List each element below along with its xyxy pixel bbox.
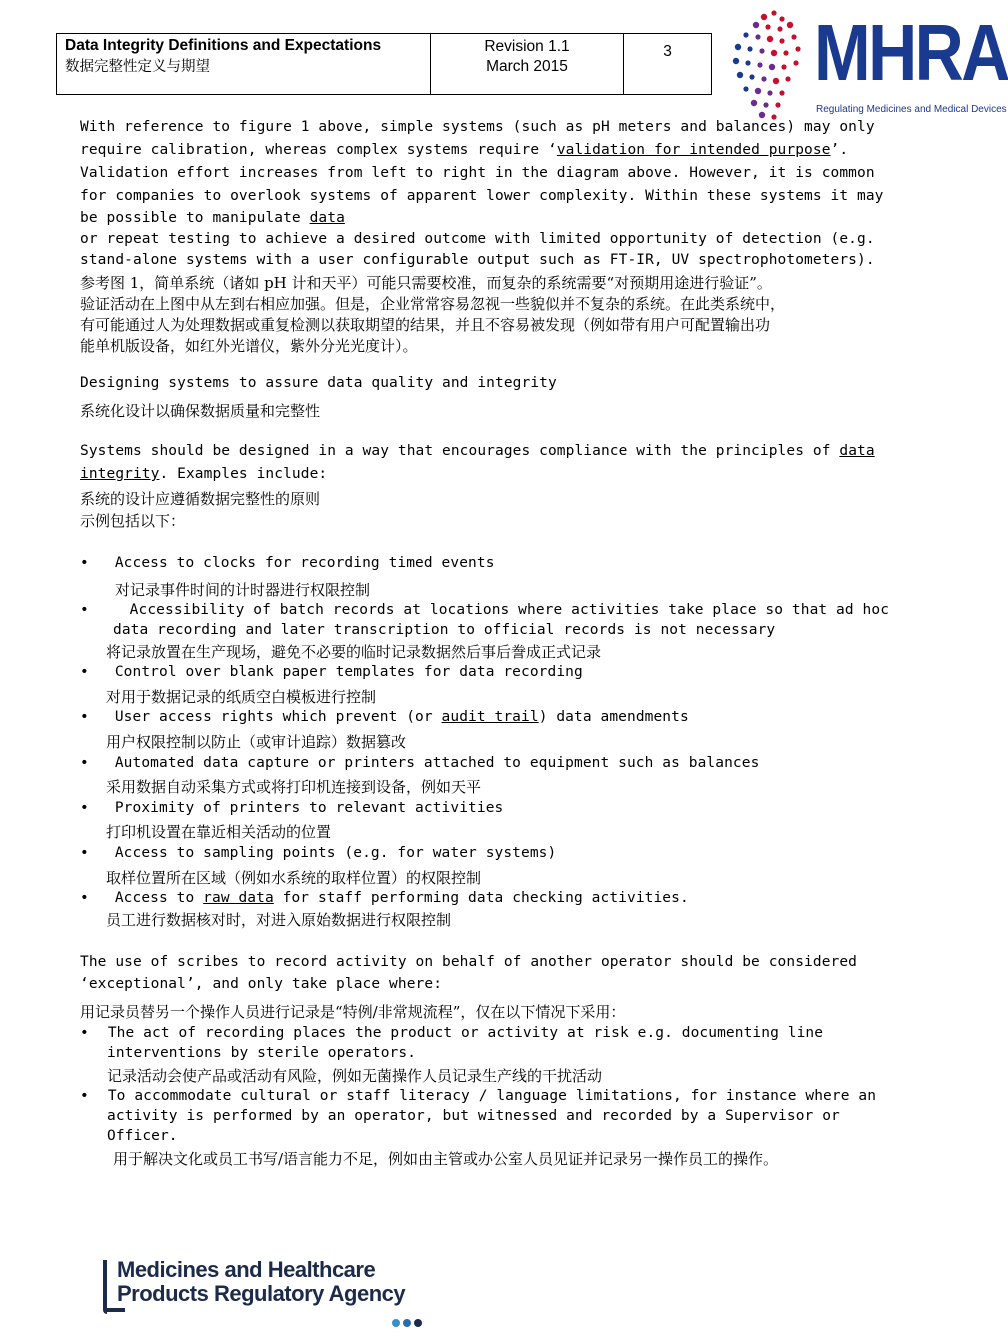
- logo-dot: [759, 48, 764, 53]
- list-item-cont: data recording and later transcription to official records is not necessary: [113, 622, 776, 638]
- section-heading-zh: 系统化设计以确保数据质量和完整性: [80, 402, 321, 420]
- logo-dot: [793, 60, 798, 65]
- list-item-zh: 取样位置所在区域（例如水系统的取样位置）的权限控制: [106, 869, 482, 887]
- list-item-zh: 打印机设置在靠近相关活动的位置: [106, 823, 332, 841]
- list-item: • Automated data capture or printers attached to equipment such as balances: [80, 755, 760, 771]
- logo-dot: [765, 24, 770, 29]
- logo-dot: [763, 102, 768, 107]
- list-item-zh: 对记录事件时间的计时器进行权限控制: [115, 581, 371, 599]
- bullet-icon: •: [80, 602, 89, 618]
- mhra-logo-text: MHRA: [814, 8, 1008, 97]
- logo-dot: [755, 88, 761, 94]
- para1-zh-line4: 能单机版设备，如红外光谱仪，紫外分光光度计）。: [80, 337, 418, 355]
- list-item-cont: Officer.: [107, 1128, 178, 1144]
- list-item-zh: 对用于数据记录的纸质空白模板进行控制: [106, 688, 377, 706]
- bullet-icon: •: [80, 800, 89, 816]
- glossary-link-data-integrity: data: [839, 443, 875, 459]
- para3-line1: The use of scribes to record activity on behalf of another operator should be considered: [80, 954, 858, 970]
- agency-footer-logo: [100, 1258, 440, 1323]
- section-heading-en: Designing systems to assure data quality and integrity: [80, 375, 557, 391]
- para2-zh-line1: 系统的设计应遵循数据完整性的原则: [80, 490, 321, 508]
- logo-dot: [769, 64, 775, 70]
- bullet-icon: •: [80, 709, 89, 725]
- logo-dot: [751, 100, 757, 106]
- logo-dot: [779, 38, 784, 43]
- list-item: • Control over blank paper templates for data recording: [80, 664, 583, 680]
- list-item-zh: 记录活动会使产品或活动有风险，例如无菌操作人员记录生产线的干扰活动: [107, 1067, 603, 1085]
- bullet-icon: •: [80, 555, 89, 571]
- header-date: March 2015: [486, 58, 568, 75]
- logo-dot: [743, 86, 748, 91]
- para1-line6: or repeat testing to achieve a desired outcome with limited opportunity of detection (e.g.: [80, 231, 875, 247]
- agency-name: Medicines and Healthcare Products Regulatory Agency: [117, 1257, 406, 1306]
- list-item-zh: 将记录放置在生产现场，避免不必要的临时记录数据然后事后誊成正式记录: [106, 643, 602, 661]
- logo-dot: [761, 14, 767, 20]
- glossary-link-raw-data: raw data: [203, 890, 274, 906]
- mhra-dot-cluster-icon: [722, 5, 814, 125]
- list-item-cont: interventions by sterile operators.: [107, 1045, 417, 1061]
- page-number: 3: [663, 43, 672, 60]
- para2-line2: integrity. Examples include:: [80, 466, 328, 482]
- logo-dot: [749, 74, 754, 79]
- logo-dot: [773, 78, 779, 84]
- header-title-zh: 数据完整性定义与期望: [65, 59, 210, 75]
- agency-dots-icon: [392, 1314, 425, 1332]
- logo-dot: [767, 36, 773, 42]
- bullet-icon: •: [80, 1025, 89, 1041]
- logo-dot: [735, 44, 741, 50]
- logo-dot: [761, 76, 766, 81]
- list-item-zh: 用于解决文化或员工书写/语言能力不足，例如由主管或办公室人员见证并记录另一操作员工的操作。: [113, 1150, 779, 1168]
- bullet-icon: •: [80, 1088, 89, 1104]
- bullet-icon: •: [80, 890, 89, 906]
- logo-dot: [791, 34, 796, 39]
- logo-dot: [775, 102, 780, 107]
- header-revision: Revision 1.1: [484, 38, 570, 55]
- logo-bracket-icon: [103, 1260, 107, 1314]
- logo-dot: [783, 50, 788, 55]
- header-revision-cell: [431, 34, 624, 94]
- list-item: • Access to raw data for staff performing data checking activities.: [80, 890, 689, 906]
- logo-dot: [759, 112, 765, 118]
- logo-dot: [785, 76, 790, 81]
- para1-line3: Validation effort increases from left to right in the diagram above. However, it is common: [80, 165, 875, 181]
- para1-line7: stand-alone systems with a user configurable output such as FT-IR, UV spectrophotometers).: [80, 252, 875, 268]
- para2-line1: Systems should be designed in a way that encourages compliance with the principles of data: [80, 443, 875, 459]
- bullet-icon: •: [80, 845, 89, 861]
- logo-dot: [757, 62, 762, 67]
- logo-dot: [745, 60, 750, 65]
- logo-dot: [795, 46, 800, 51]
- list-item-zh: 用户权限控制以防止（或审计追踪）数据篡改: [106, 733, 407, 751]
- document-header-table: [56, 33, 712, 95]
- list-item-zh: 采用数据自动采集方式或将打印机连接到设备，例如天平: [106, 778, 482, 796]
- logo-dot: [733, 58, 739, 64]
- mhra-logo: [722, 5, 1008, 125]
- header-page-cell: [624, 34, 711, 94]
- list-item: • Accessibility of batch records at locations where activities take place so that ad hoc: [80, 602, 890, 618]
- logo-dot: [747, 46, 752, 51]
- glossary-link-audit-trail: audit trail: [441, 709, 539, 725]
- list-item: • The act of recording places the product or activity at risk e.g. documenting line: [80, 1025, 824, 1041]
- para3-zh: 用记录员替另一个操作人员进行记录是“特例/非常规流程”，仅在以下情况下采用：: [80, 1003, 626, 1021]
- list-item-zh: 员工进行数据核对时，对进入原始数据进行权限控制: [106, 911, 452, 929]
- list-item: • Access to clocks for recording timed events: [80, 555, 495, 571]
- logo-dot: [743, 32, 748, 37]
- list-item: • To accommodate cultural or staff literacy / language limitations, for instance where an: [80, 1088, 877, 1104]
- para1-line4: for companies to overlook systems of apparent lower complexity. Within these systems it may: [80, 188, 884, 204]
- logo-dot: [737, 72, 743, 78]
- glossary-link-data: data: [309, 210, 345, 226]
- list-item: • Access to sampling points (e.g. for water systems): [80, 845, 557, 861]
- logo-dot: [787, 22, 793, 28]
- logo-dot: [753, 22, 759, 28]
- bullet-icon: •: [80, 755, 89, 771]
- list-item-cont: activity is performed by an operator, but witnessed and recorded by a Supervisor or: [107, 1108, 840, 1124]
- logo-dot: [779, 16, 784, 21]
- mhra-logo-tagline: Regulating Medicines and Medical Devices: [816, 104, 1007, 115]
- bullet-icon: •: [80, 664, 89, 680]
- logo-dot: [781, 64, 786, 69]
- logo-dot: [755, 34, 760, 39]
- logo-dot: [779, 90, 784, 95]
- list-item: • Proximity of printers to relevant activities: [80, 800, 504, 816]
- para1-line2: require calibration, whereas complex systems require ‘validation for intended purpose’.: [80, 142, 849, 158]
- glossary-link-validation: validation for intended purpose: [556, 142, 831, 158]
- list-item: • User access rights which prevent (or audit trail) data amendments: [80, 709, 689, 725]
- logo-dot: [771, 50, 777, 56]
- para1-zh-line3: 有可能通过人为处理数据或重复检测以获取期望的结果，并且不容易被发现（例如带有用户可配置输出功: [80, 316, 771, 334]
- logo-dot: [771, 10, 776, 15]
- para3-line2: ‘exceptional’, and only take place where:: [80, 976, 443, 992]
- logo-dot: [767, 90, 772, 95]
- header-title-cell: [57, 34, 431, 94]
- para1-line5: be possible to manipulate data: [80, 210, 345, 226]
- para2-zh-line2: 示例包括以下：: [80, 512, 186, 530]
- para1-line1: With reference to figure 1 above, simple systems (such as pH meters and balances) may only: [80, 119, 875, 135]
- logo-dot: [777, 26, 782, 31]
- para1-zh-line2: 验证活动在上图中从左到右相应加强。但是，企业常常容易忽视一些貌似并不复杂的系统。在此类系统中，: [80, 295, 786, 313]
- para1-zh-line1: 参考图 1，简单系统（诸如 pH 计和天平）可能只需要校准，而复杂的系统需要“对预期用途进行验证”。: [80, 274, 772, 292]
- header-title-en: Data Integrity Definitions and Expectations: [65, 37, 382, 54]
